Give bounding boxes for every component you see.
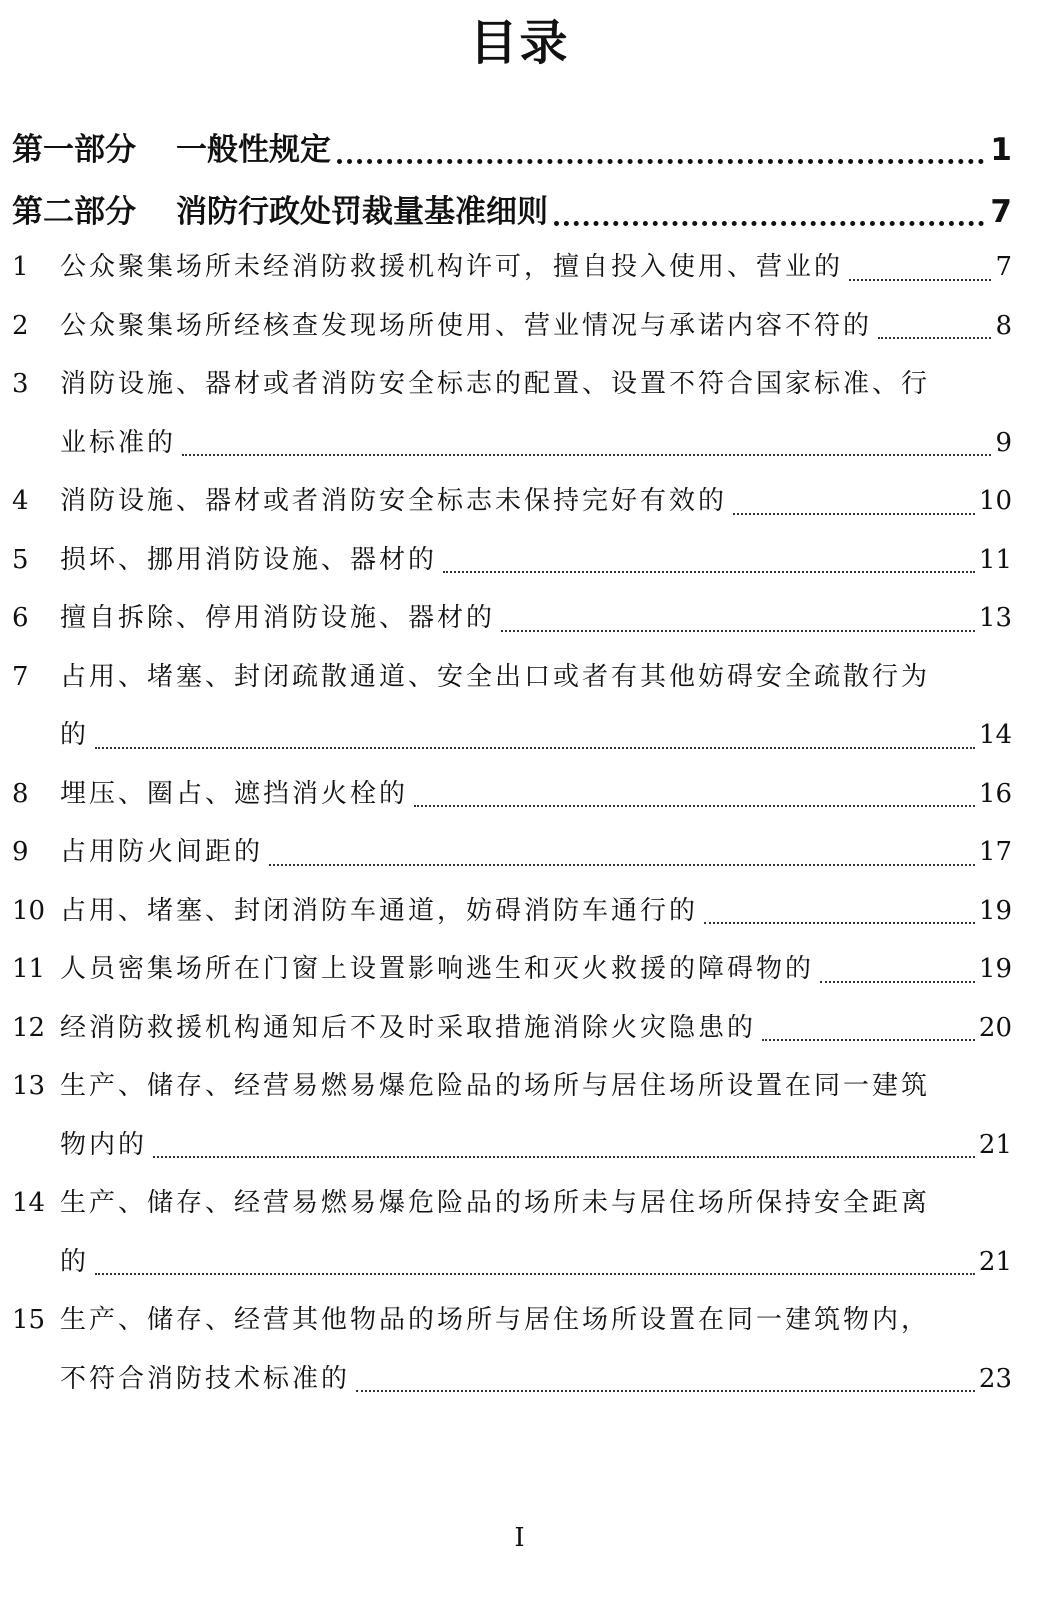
entry-line bbox=[60, 765, 1012, 824]
toc-part-2[interactable] bbox=[12, 176, 1012, 238]
entry-number: 6 bbox=[12, 603, 29, 633]
entry-number: 2 bbox=[12, 310, 29, 341]
entry-body bbox=[60, 999, 1012, 1058]
entry-number: 12 bbox=[12, 1012, 46, 1043]
toc-entry[interactable] bbox=[12, 823, 1012, 882]
entry-body bbox=[60, 882, 1012, 941]
part-label: 第二部分 bbox=[12, 194, 136, 230]
dot-leader bbox=[733, 513, 975, 515]
toc-entry[interactable] bbox=[12, 648, 1012, 765]
toc-entry[interactable] bbox=[12, 472, 1012, 531]
dot-leader bbox=[153, 1156, 975, 1158]
entry-number: 10 bbox=[12, 895, 46, 926]
dot-leader bbox=[337, 159, 984, 164]
dot-leader bbox=[269, 864, 975, 866]
entry-text: 生产、储存、经营易燃易爆危险品的场所未与居住场所保持安全距离 bbox=[60, 1188, 931, 1218]
part-title: 消防行政处罚裁量基准细则 bbox=[176, 194, 548, 230]
entry-text: 擅自拆除、停用消防设施、器材的 bbox=[60, 603, 496, 633]
dot-leader bbox=[762, 1039, 975, 1041]
page-footer-number: I bbox=[514, 1523, 525, 1553]
entry-page-number: 19 bbox=[978, 954, 1012, 984]
dot-leader bbox=[356, 1390, 975, 1392]
entry-page-number: 10 bbox=[978, 486, 1012, 516]
entry-number: 14 bbox=[12, 1188, 46, 1218]
entry-text: 经消防救援机构通知后不及时采取措施消除火灾隐患的 bbox=[60, 1012, 757, 1043]
entry-number: 8 bbox=[12, 778, 29, 809]
entry-line bbox=[60, 823, 1012, 882]
entry-text: 损坏、挪用消防设施、器材的 bbox=[60, 544, 438, 575]
dot-leader bbox=[554, 221, 984, 226]
entry-text: 占用防火间距的 bbox=[60, 837, 264, 867]
entry-line bbox=[60, 472, 1012, 531]
toc-entry[interactable] bbox=[12, 1174, 1012, 1291]
dot-leader bbox=[95, 1273, 975, 1275]
part-page-number: 7 bbox=[990, 194, 1012, 230]
page-title: 目录 bbox=[469, 15, 570, 71]
entry-page-number: 9 bbox=[995, 427, 1012, 458]
entry-text: 物内的 bbox=[60, 1129, 148, 1160]
entry-number: 5 bbox=[12, 544, 29, 575]
dot-leader bbox=[704, 922, 975, 924]
entry-line bbox=[60, 1057, 1012, 1116]
dot-leader bbox=[182, 454, 991, 456]
entry-number: 11 bbox=[12, 954, 46, 984]
toc-entry[interactable] bbox=[12, 1291, 1012, 1408]
entry-page-number: 14 bbox=[978, 720, 1012, 750]
entry-line bbox=[60, 297, 1012, 356]
entry-text: 消防设施、器材或者消防安全标志未保持完好有效的 bbox=[60, 486, 728, 516]
entry-line bbox=[60, 1233, 1012, 1292]
table-of-contents bbox=[12, 114, 1012, 1408]
entry-number: 9 bbox=[12, 837, 29, 867]
entry-text: 的 bbox=[60, 720, 90, 750]
entry-number: 7 bbox=[12, 661, 29, 692]
entry-line bbox=[60, 1350, 1012, 1409]
toc-entry[interactable] bbox=[12, 1057, 1012, 1174]
entry-text: 公众聚集场所未经消防救援机构许可，擅自投入使用、营业的 bbox=[60, 252, 844, 282]
entry-body bbox=[60, 297, 1012, 356]
entry-text: 公众聚集场所经核查发现场所使用、营业情况与承诺内容不符的 bbox=[60, 310, 873, 341]
part-page-number: 1 bbox=[990, 132, 1012, 168]
entry-number: 4 bbox=[12, 486, 29, 516]
toc-entry[interactable] bbox=[12, 238, 1012, 297]
entry-line bbox=[60, 706, 1012, 765]
toc-entry[interactable] bbox=[12, 297, 1012, 356]
entry-body bbox=[60, 765, 1012, 824]
entry-text: 不符合消防技术标准的 bbox=[60, 1363, 351, 1394]
entry-body bbox=[60, 531, 1012, 590]
entry-page-number: 21 bbox=[978, 1246, 1012, 1277]
toc-entry[interactable] bbox=[12, 999, 1012, 1058]
entry-text: 埋压、圈占、遮挡消火栓的 bbox=[60, 778, 409, 809]
entry-text: 生产、储存、经营易燃易爆危险品的场所与居住场所设置在同一建筑 bbox=[60, 1071, 931, 1101]
dot-leader bbox=[501, 630, 975, 632]
toc-part-1[interactable] bbox=[12, 114, 1012, 176]
entry-body bbox=[60, 940, 1012, 999]
entry-number: 3 bbox=[12, 369, 29, 399]
entry-page-number: 17 bbox=[978, 837, 1012, 867]
entry-body bbox=[60, 823, 1012, 882]
entry-page-number: 7 bbox=[995, 252, 1012, 282]
entry-line bbox=[60, 1291, 1012, 1350]
entry-page-number: 20 bbox=[978, 1012, 1012, 1043]
toc-entry[interactable] bbox=[12, 531, 1012, 590]
entry-text: 占用、堵塞、封闭疏散通道、安全出口或者有其他妨碍安全疏散行为 bbox=[60, 661, 931, 692]
entry-line bbox=[60, 1116, 1012, 1175]
entry-number: 15 bbox=[12, 1305, 46, 1335]
entry-page-number: 11 bbox=[978, 544, 1012, 575]
toc-entry[interactable] bbox=[12, 882, 1012, 941]
entry-page-number: 13 bbox=[978, 603, 1012, 633]
dot-leader bbox=[878, 337, 991, 339]
entry-body bbox=[60, 355, 1012, 472]
toc-entry[interactable] bbox=[12, 940, 1012, 999]
entry-line bbox=[60, 882, 1012, 941]
toc-entry[interactable] bbox=[12, 355, 1012, 472]
entry-body bbox=[60, 589, 1012, 648]
entry-line bbox=[60, 414, 1012, 473]
entry-text: 的 bbox=[60, 1246, 90, 1277]
entry-page-number: 16 bbox=[978, 778, 1012, 809]
entry-text: 生产、储存、经营其他物品的场所与居住场所设置在同一建筑物内， bbox=[60, 1305, 931, 1335]
entry-line bbox=[60, 940, 1012, 999]
entry-page-number: 19 bbox=[978, 895, 1012, 926]
entry-line bbox=[60, 531, 1012, 590]
entry-text: 人员密集场所在门窗上设置影响逃生和灭火救援的障碍物的 bbox=[60, 954, 815, 984]
entry-line bbox=[60, 999, 1012, 1058]
entry-line bbox=[60, 1174, 1012, 1233]
entry-line bbox=[60, 648, 1012, 707]
dot-leader bbox=[820, 981, 975, 983]
entry-text: 消防设施、器材或者消防安全标志的配置、设置不符合国家标准、行 bbox=[60, 369, 931, 399]
entry-body bbox=[60, 238, 1012, 297]
toc-entry[interactable] bbox=[12, 765, 1012, 824]
entry-text: 占用、堵塞、封闭消防车通道，妨碍消防车通行的 bbox=[60, 895, 699, 926]
entry-number: 1 bbox=[12, 252, 29, 282]
dot-leader bbox=[95, 747, 975, 749]
entry-body bbox=[60, 1291, 1012, 1408]
dot-leader bbox=[443, 571, 975, 573]
entry-body bbox=[60, 648, 1012, 765]
entry-body bbox=[60, 1174, 1012, 1291]
part-label: 第一部分 bbox=[12, 132, 136, 168]
toc-entry[interactable] bbox=[12, 589, 1012, 648]
entry-page-number: 21 bbox=[978, 1129, 1012, 1160]
entry-line bbox=[60, 355, 1012, 414]
entry-page-number: 23 bbox=[978, 1363, 1012, 1394]
part-title: 一般性规定 bbox=[176, 132, 331, 168]
entry-line bbox=[60, 238, 1012, 297]
entry-number: 13 bbox=[12, 1071, 46, 1101]
entry-body bbox=[60, 472, 1012, 531]
entry-body bbox=[60, 1057, 1012, 1174]
entry-text: 业标准的 bbox=[60, 427, 177, 458]
entry-page-number: 8 bbox=[995, 310, 1012, 341]
toc-entries bbox=[12, 238, 1012, 1408]
entry-line bbox=[60, 589, 1012, 648]
dot-leader bbox=[849, 279, 991, 281]
dot-leader bbox=[414, 805, 975, 807]
